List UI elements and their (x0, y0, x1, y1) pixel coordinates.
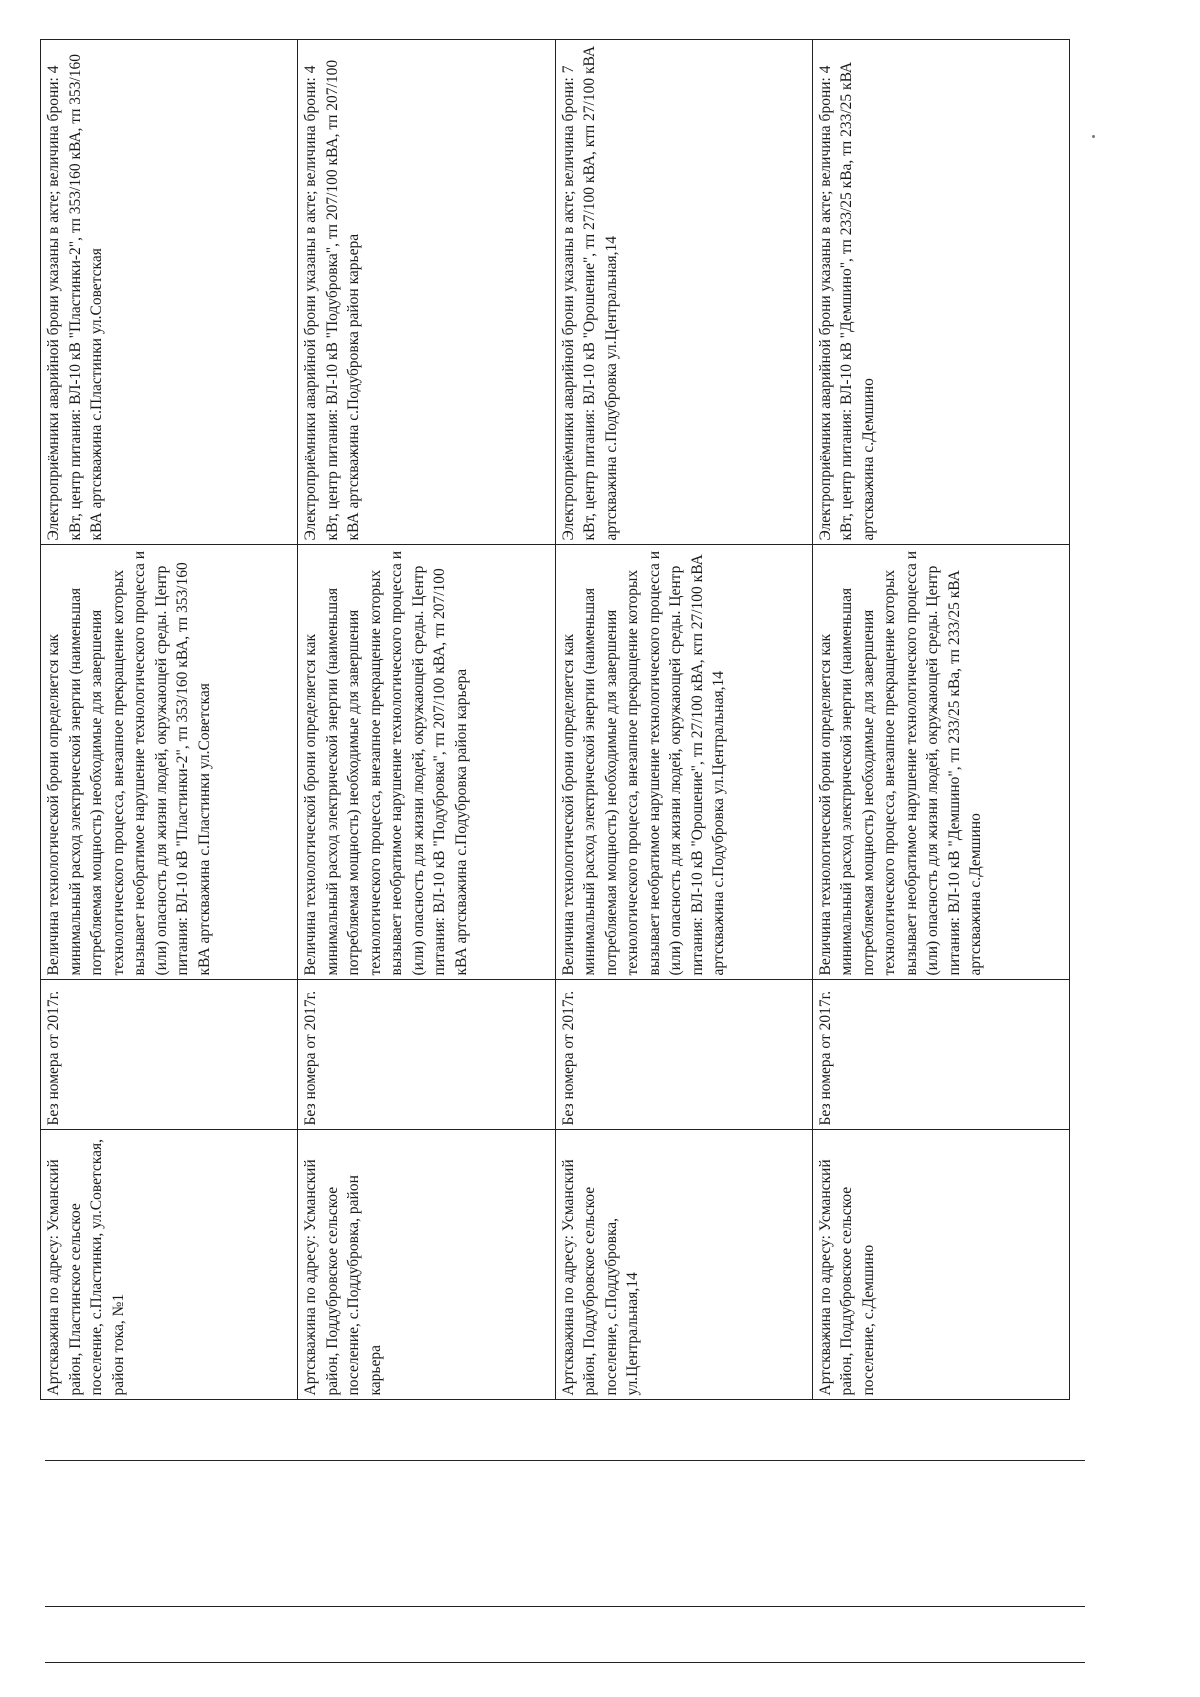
table-row (555, 40, 812, 1560)
tech-reserve-cell: Величина технологической брони определяется как минимальный расход электрической энергии (наименьшая потребляемая мощность) необходимые для завершения технологического процесса, внезапное прекращение которых вызывает необратимое нарушение технологического процесса и (или) опасность для жизни людей, окружающей среды. Центр питания: ВЛ-10 кВ "Пластинки-2", тп 353/160 кВА, тп 353/160 кВА артскважина с.Пластинки ул.Советская (41, 545, 298, 980)
row-spacer-cell (555, 1400, 812, 1560)
scan-dot (1092, 135, 1095, 138)
emergency-reserve-cell: Электроприёмники аварийной брони указаны в акте; величина брони: 4 кВт, центр питания: ВЛ-10 кВ "Пластинки-2", тп 353/160 кВА, тп 353/160 кВА артскважина с.Пластинки ул.Советская (41, 40, 298, 545)
document-cell: Без номера от 2017г. (812, 980, 1069, 1130)
bottom-rule-1 (45, 1460, 1085, 1461)
tech-reserve-cell: Величина технологической брони определяется как минимальный расход электрической энергии (наименьшая потребляемая мощность) необходимые для завершения технологического процесса, внезапное прекращение которых вызывает необратимое нарушение технологического процесса и (или) опасность для жизни людей, окружающей среды. Центр питания: ВЛ-10 кВ "Орошение", тп 27/100 кВА, ктп 27/100 кВА артскважина с.Подубровка ул.Центральная,14 (555, 545, 812, 980)
table-row (812, 40, 1069, 1560)
object-cell: Артскважина по адресу: Усманский район, Пластинское сельское поселение, с.Пластинки, ул.Советская, район тока, №1 (41, 1130, 298, 1400)
tech-reserve-cell: Величина технологической брони определяется как минимальный расход электрической энергии (наименьшая потребляемая мощность) необходимые для завершения технологического процесса, внезапное прекращение которых вызывает необратимое нарушение технологического процесса и (или) опасность для жизни людей, окружающей среды. Центр питания: ВЛ-10 кВ "Подубровка", тп 207/100 кВА, тп 207/100 кВА артскважина с.Подубровка район карьера (298, 545, 555, 980)
document-cell: Без номера от 2017г. (298, 980, 555, 1130)
emergency-reserve-cell: Электроприёмники аварийной брони указаны в акте; величина брони: 4 кВт, центр питания: ВЛ-10 кВ "Подубровка", тп 207/100 кВА, тп 207/100 кВА артскважина с.Подубровка район карьера (298, 40, 555, 545)
reserve-table (40, 40, 1070, 1561)
rotated-table-container (40, 40, 1070, 1560)
row-spacer-cell (41, 1400, 298, 1560)
object-cell: Артскважина по адресу: Усманский район, Поддубровское сельское поселение, с.Поддубровка, ул.Центральная,14 (555, 1130, 812, 1400)
document-cell: Без номера от 2017г. (555, 980, 812, 1130)
object-cell: Артскважина по адресу: Усманский район, Поддубровское сельское поселение, с.Поддубровка, район карьера (298, 1130, 555, 1400)
emergency-reserve-cell: Электроприёмники аварийной брони указаны в акте; величина брони: 7 кВт, центр питания: ВЛ-10 кВ "Орошение", тп 27/100 кВА, ктп 27/100 кВА артскважина с.Подубровка ул.Центральная,14 (555, 40, 812, 545)
table-row (298, 40, 555, 1560)
document-cell: Без номера от 2017г. (41, 980, 298, 1130)
bottom-rule-3 (45, 1662, 1085, 1663)
object-cell: Артскважина по адресу: Усманский район, Поддубровское сельское поселение, с.Демшино (812, 1130, 1069, 1400)
row-spacer-cell (812, 1400, 1069, 1560)
row-spacer-cell (298, 1400, 555, 1560)
emergency-reserve-cell: Электроприёмники аварийной брони указаны в акте; величина брони: 4 кВт, центр питания: ВЛ-10 кВ "Демшино", тп 233/25 кВа, тп 233/25 кВА артскважина с.Демшино (812, 40, 1069, 545)
bottom-rule-2 (45, 1606, 1085, 1607)
tech-reserve-cell: Величина технологической брони определяется как минимальный расход электрической энергии (наименьшая потребляемая мощность) необходимые для завершения технологического процесса, внезапное прекращение которых вызывает необратимое нарушение технологического процесса и (или) опасность для жизни людей, окружающей среды. Центр питания: ВЛ-10 кВ "Демшино", тп 233/25 кВа, тп 233/25 кВА артскважина с.Демшино (812, 545, 1069, 980)
table-row (41, 40, 298, 1560)
